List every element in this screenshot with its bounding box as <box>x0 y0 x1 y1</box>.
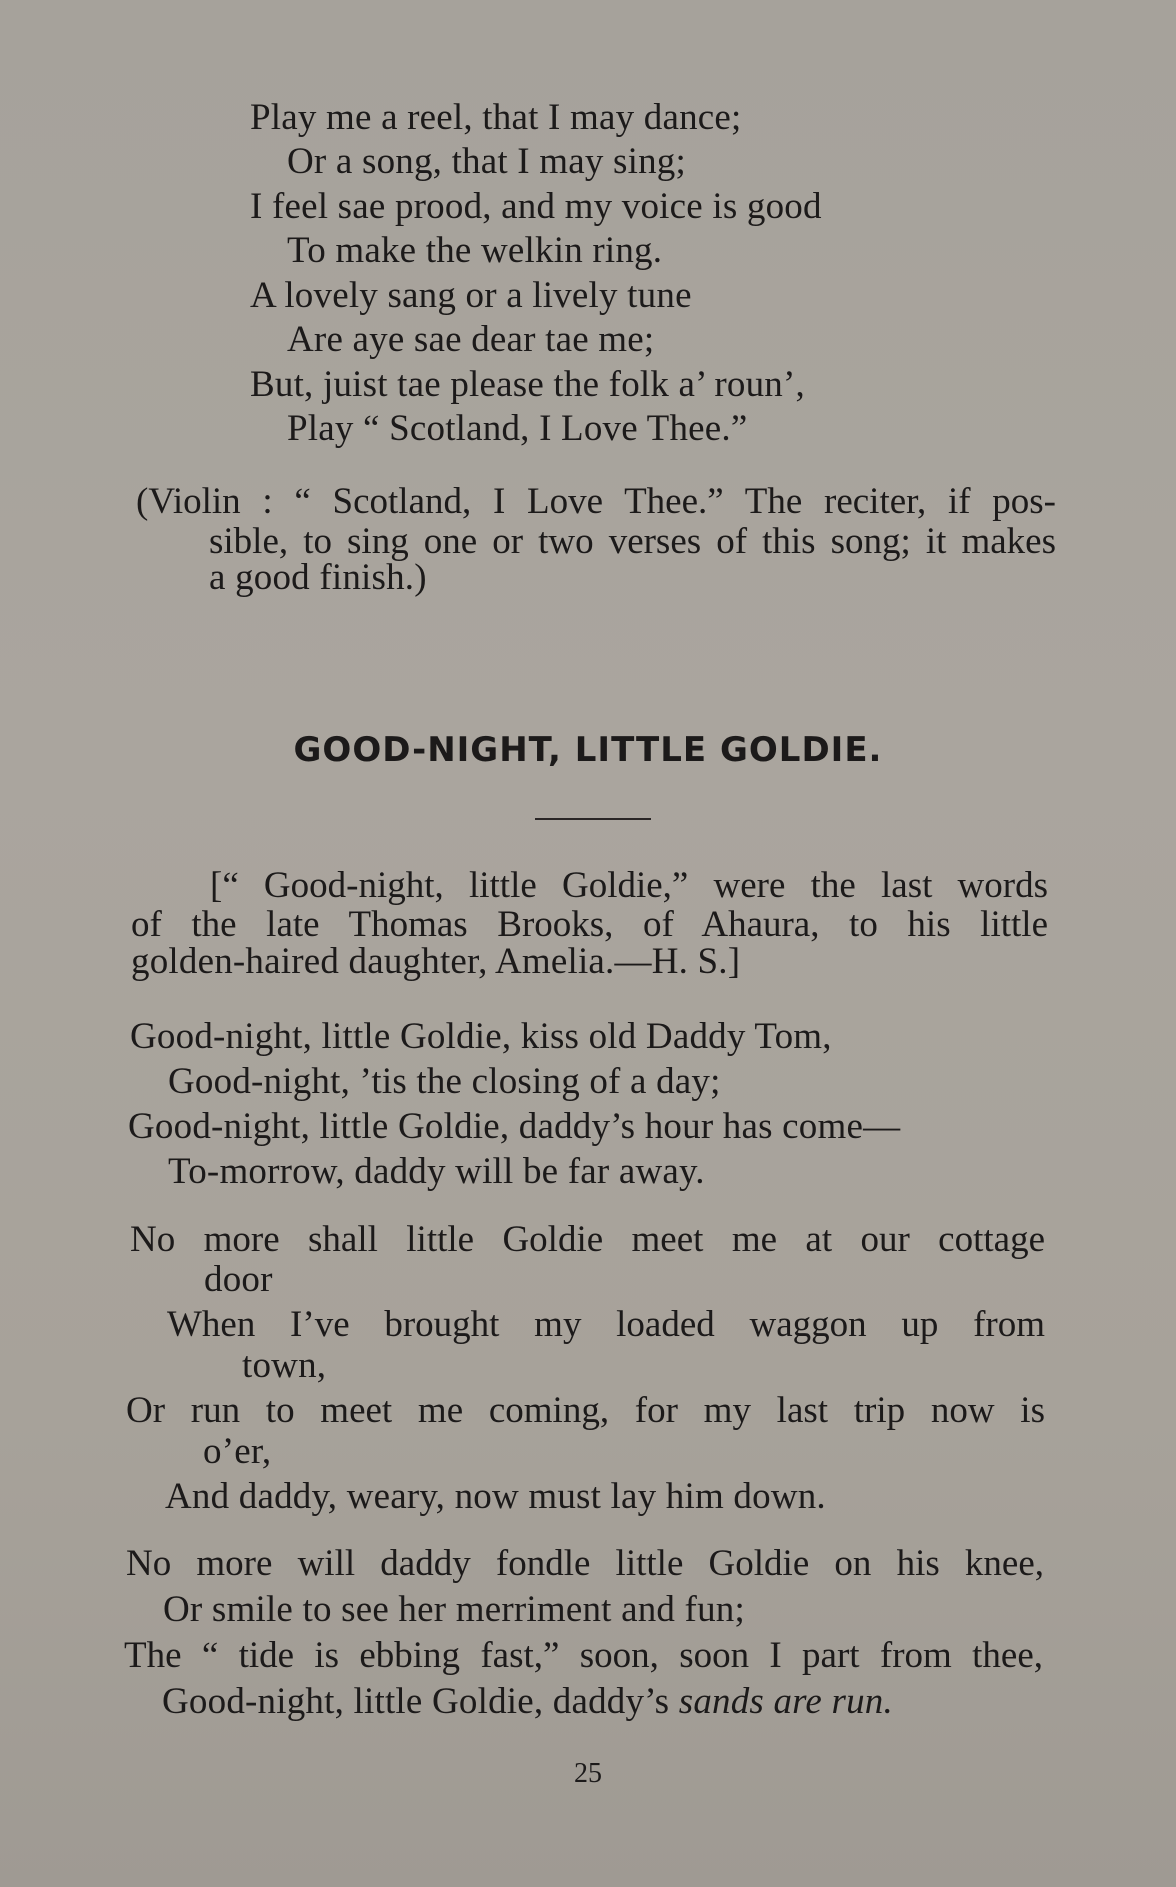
stanza-line: When I’ve brought my loaded waggon up from <box>167 1304 1045 1345</box>
stanza-line: Or run to meet me coming, for my last trip now is <box>126 1390 1045 1431</box>
intro-line: [“ Good-night, little Goldie,” were the last words <box>210 865 1048 906</box>
intro-line: golden-haired daughter, Amelia.—H. S.] <box>131 941 741 982</box>
poem-line: Or a song, that I may sing; <box>287 141 686 182</box>
stanza-line: And daddy, weary, now must lay him down. <box>165 1476 826 1517</box>
poem-line: To make the welkin ring. <box>287 230 663 271</box>
stanza-line: To-morrow, daddy will be far away. <box>168 1151 705 1192</box>
stanza-line: town, <box>242 1345 327 1386</box>
stanza-line: Good-night, little Goldie, kiss old Daddy Tom, <box>130 1016 832 1057</box>
intro-line: of the late Thomas Brooks, of Ahaura, to his little <box>131 904 1048 945</box>
stanza-line: Good-night, ’tis the closing of a day; <box>168 1061 721 1102</box>
stanza-line: No more will daddy fondle little Goldie on his knee, <box>126 1543 1044 1584</box>
stage-note-line: a good finish.) <box>209 557 427 598</box>
italic-phrase: sands are run. <box>678 1681 893 1722</box>
stanza-line: door <box>204 1259 273 1300</box>
stanza-line: Good-night, little Goldie, daddy’s hour has come— <box>128 1106 901 1147</box>
page-number: 25 <box>574 1758 602 1789</box>
poem-line: Play me a reel, that I may dance; <box>250 97 742 138</box>
stanza-line: o’er, <box>203 1431 272 1472</box>
poem-line: But, juist tae please the folk a’ roun’, <box>250 364 805 405</box>
stanza-line: Or smile to see her merriment and fun; <box>163 1589 745 1630</box>
stanza-line: No more shall little Goldie meet me at our cottage <box>130 1219 1045 1260</box>
poem-line: I feel sae prood, and my voice is good <box>250 186 822 227</box>
poem-title: GOOD-NIGHT, LITTLE GOLDIE. <box>293 730 883 770</box>
poem-line: A lovely sang or a lively tune <box>250 275 692 316</box>
stanza-text: Good-night, little Goldie, daddy’s <box>162 1681 679 1722</box>
stage-note-line: (Violin : “ Scotland, I Love Thee.” The reciter, if pos- <box>136 481 1056 522</box>
title-divider <box>535 818 651 820</box>
poem-line: Are aye sae dear tae me; <box>287 319 655 360</box>
stage-note-line: sible, to sing one or two verses of this song; it makes <box>209 521 1056 562</box>
stanza-line: The “ tide is ebbing fast,” soon, soon I part from thee, <box>124 1635 1043 1676</box>
stanza-line <box>162 1680 893 1724</box>
poem-line: Play “ Scotland, I Love Thee.” <box>287 408 748 449</box>
